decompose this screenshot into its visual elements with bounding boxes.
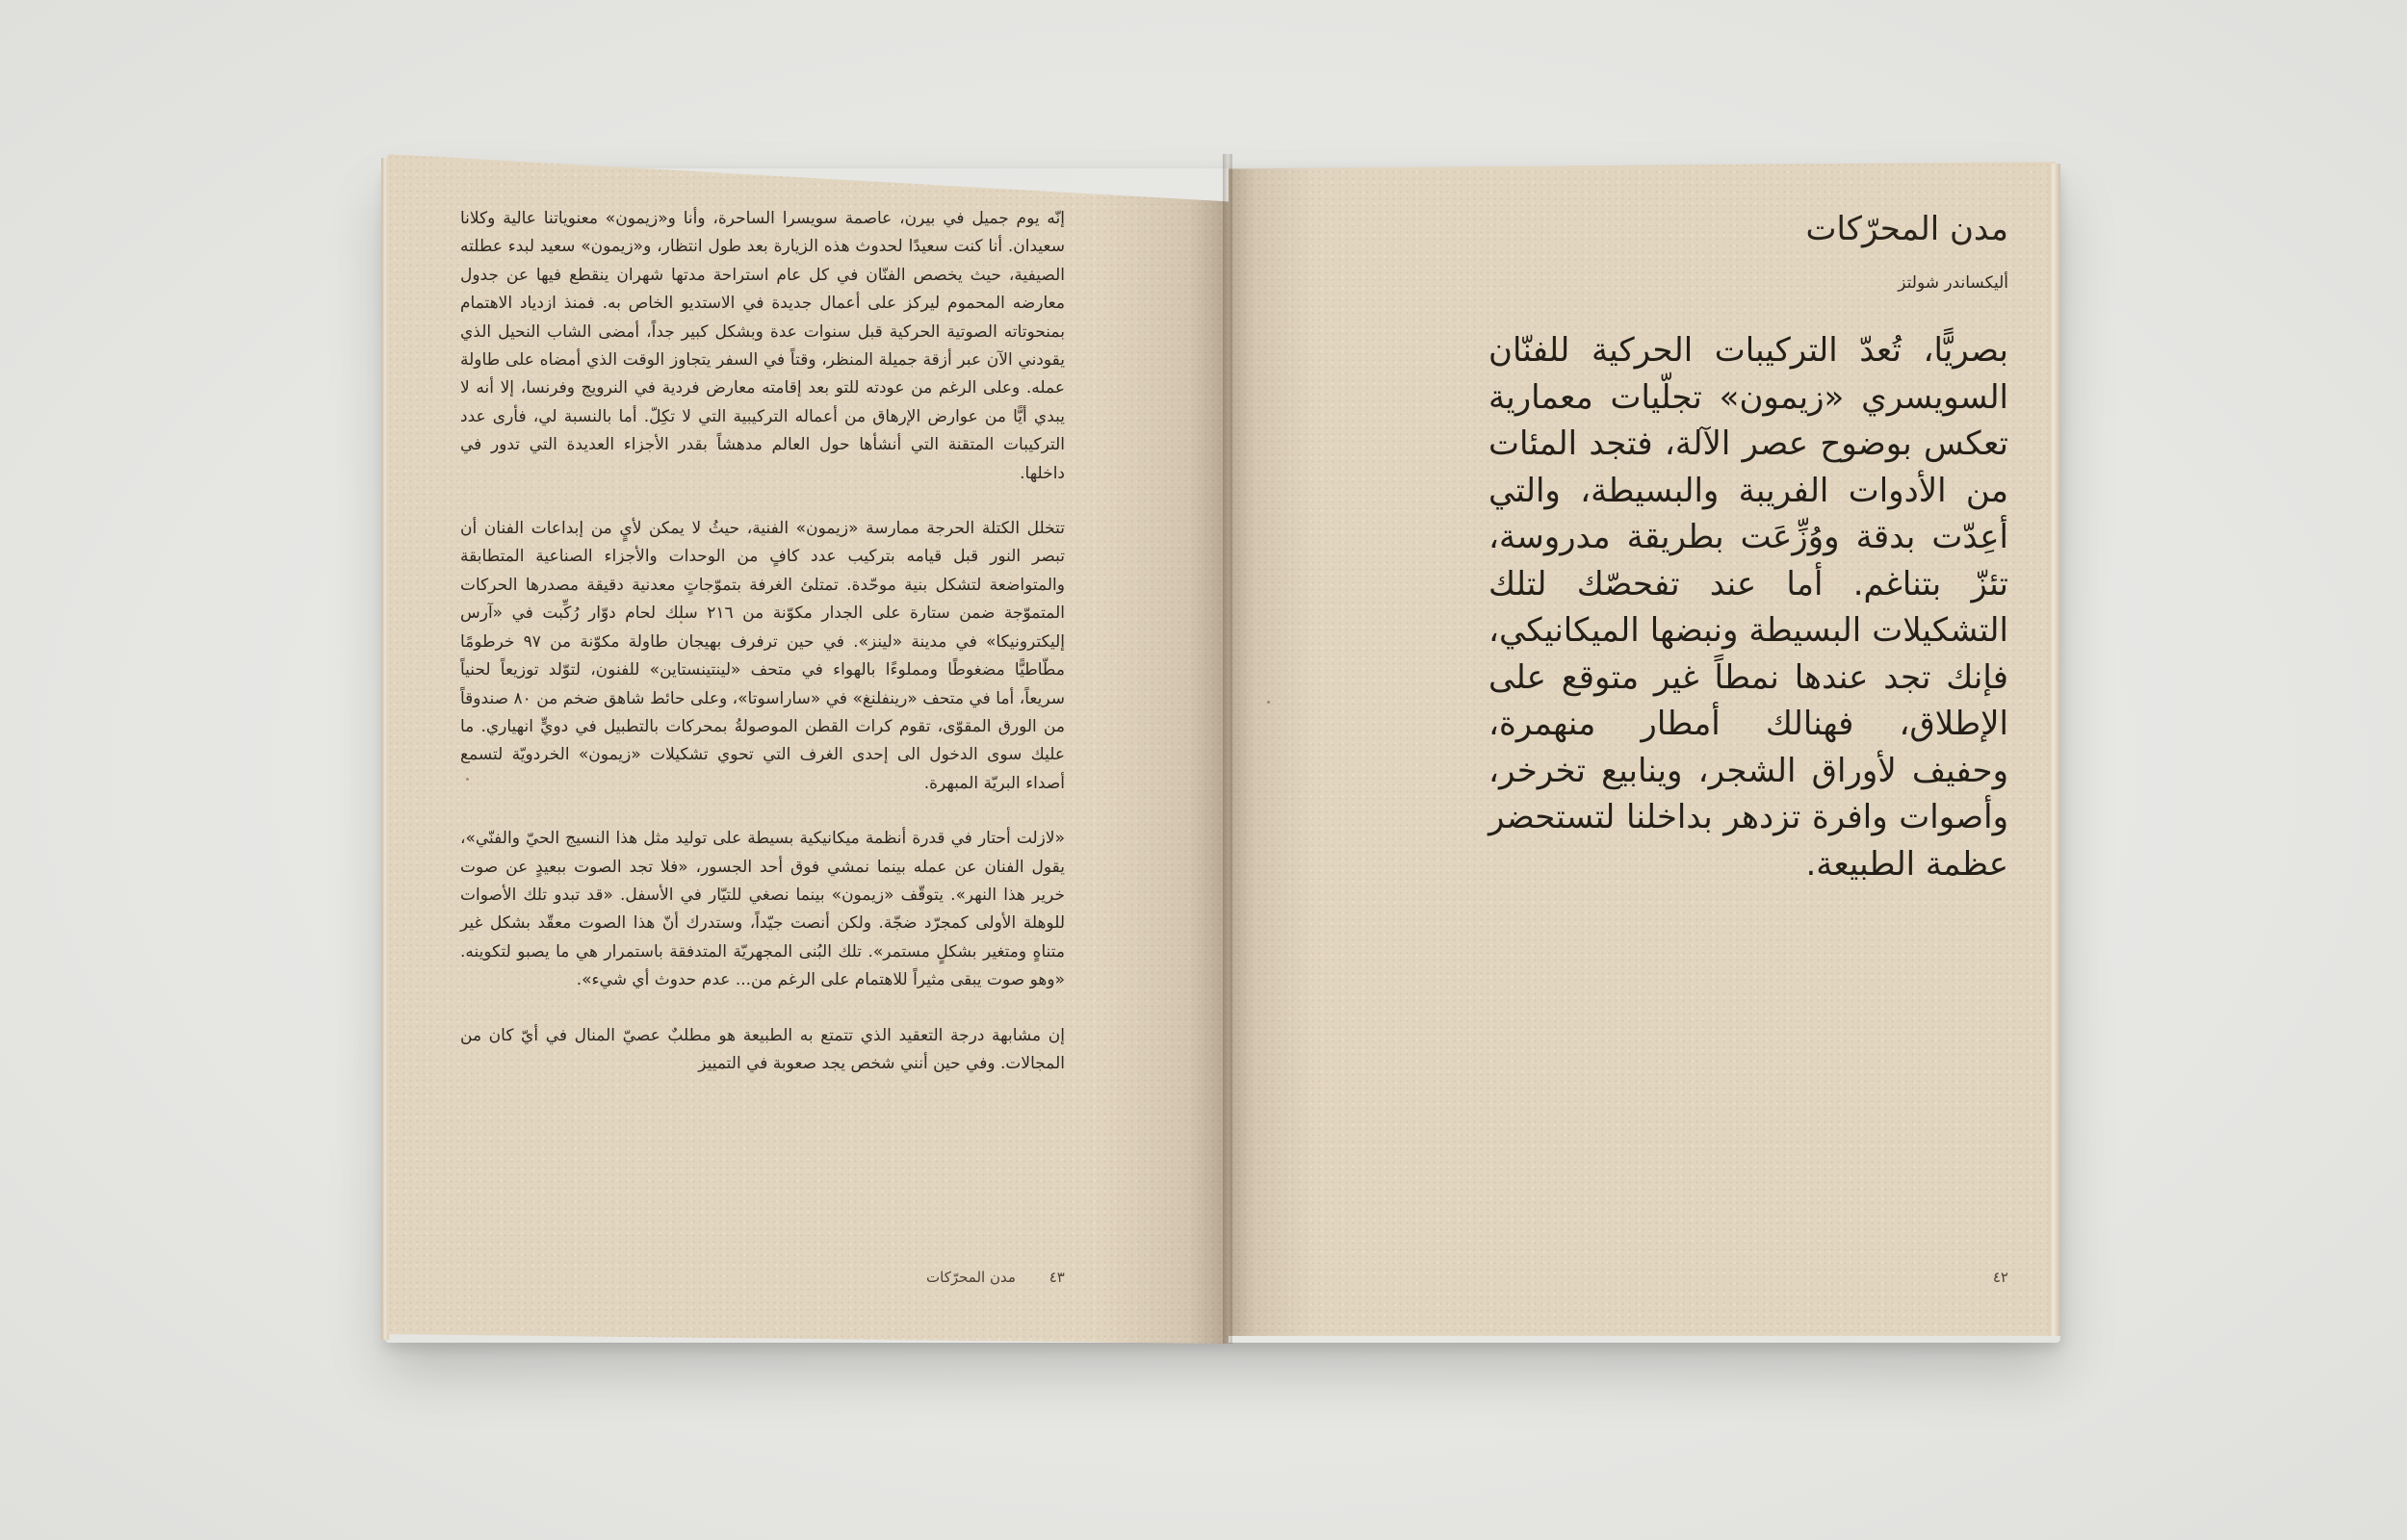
article-title: مدن المحرّكات: [1805, 210, 2008, 248]
article-author: أليكساندر شولتز: [1898, 273, 2008, 293]
paper-speck: [1267, 701, 1270, 704]
body-paragraph-3: «لازلت أحتار في قدرة أنظمة ميكانيكية بسيطة على توليد مثل هذا النسيج الحيّ والفنّي»، يقول الفنان عن عمله بينما نمشي فوق أحد الجسور، «فلا تجد الصوت ببعيدٍ عن صوت خرير هذا النهر». يتوقّف «زيمون» بينما نصغي للتيّار في الأسفل. «قد تبدو تلك الأصوات للوهلة الأولى كمجرّد ضجّة. ولكن أنصت جيّداً، وستدرك أنّ هذا الصوت معقّد بشكل غير متناهٍ ومتغير بشكلٍ مستمر». تلك البُنى المجهريّة المتدفقة باستمرار هي ما يصبو لتكوينه. «وهو صوت يبقى مثيراً للاهتمام على الرغم من... عدم حدوث أي شيء».: [460, 829, 1065, 990]
running-title: مدن المحرّكات: [926, 1269, 1016, 1286]
left-page-footer: [926, 1269, 1065, 1286]
lead-paragraph: بصريًّا، تُعدّ التركيبات الحركية للفنّان السويسري «زيمون» تجلّيات معمارية تعكس بوضوح عصر الآلة، فتجد المئات من الأدوات الفريبة والبسيطة، والتي أعِدّت بدقة ووُزِّعَت بطريقة مدروسة، تئزّ بتناغم. أما عند تفحصّك لتلك التشكيلات البسيطة ونبضها الميكانيكي، فإنك تجد عندها نمطاً غير متوقع على الإطلاق، فهنالك أمطار منهمرة، وحفيف لأوراق الشجر، وينابيع تخرخر، وأصوات وافرة تزدهر بداخلنا لتستحضر عظمة الطبيعة.: [1488, 331, 2008, 884]
left-page-body: [460, 205, 1065, 1105]
right-page-number: ٤٢: [1992, 1269, 2008, 1286]
left-page-number: ٤٣: [1048, 1269, 1065, 1286]
body-paragraph-2: تتخلل الكتلة الحرجة ممارسة «زيمون» الفنية، حيثُ لا يمكن لأيٍ من إبداعات الفنان أن تبصر النور قبل قيامه بتركيب عدد كافٍ من الوحدات والأجزاء الصناعية المتطابقة والمتواضعة لتشكل بنية موحّدة. تمتلئ الغرفة بتموّجاتٍ معدنية دقيقة مصدرها الحركات المتموّجة ضمن ستارة على الجدار مكوّنة من ٢١٦ سلك لحام دوّار رُكِّبت في «آرس إليكترونيكا» في مدينة «لينز». في حين ترفرف بهيجان طاولة مكوّنة من ٩٧ خرطومًا مطّاطيًّا مضغوطًا ومملوءًا بالهواء في متحف «لينتينستاين» للفنون، لتوّلد توزيعاً لحنياً سريعاً، أما في متحف «رينفلنغ» في «ساراسوتا»، وعلى حائط شاهق ضخم من ٨٠ صندوقاً من الورق المقوّى، تقوم كرات القطن الموصولةُ بمحركات بالتطبيل في دويٍّ انهياري. ما عليك سوى الدخول الى إحدى الغرف التي تحوي تشكيلات «زيمون» الخردويّة لتسمع أصداء البريّة المبهرة.: [460, 519, 1066, 793]
body-paragraph-1: إنّه يوم جميل في بيرن، عاصمة سويسرا الساحرة، وأنا و«زيمون» معنوياتنا عالية وكلانا سعيدان. أنا كنت سعيدًا لحدوث هذه الزيارة بعد طول انتظار، و«زيمون» سعيد لبدء عطلته الصيفية، حيث يخصص الفنّان في كل عام استراحة مدتها شهران ينقطع فيها عن جدول معارضه المحموم ليركز على أعمال جديدة في الاستديو الخاص به. فمنذ ازدياد الاهتمام بمنحوتاته الصوتية الحركية قبل سنوات عدة وبشكل كبير جداً، أمضى الشاب النحيل الذي يقودني الآن عبر أزقة جميلة المنظر، وقتاً في السفر يتجاوز الوقت الذي أمضاه على طاولة عمله. وعلى الرغم من عودته للتو بعد إقامته معارض فردية في النرويج وفرنسا، إلا أنه لا يبدي أيًّا من عوارض الإرهاق من أعماله التركيبية التي لا تكِلّ. أما بالنسبة لي، فأرى عدد التركيبات المتقنة التي أنشأها حول العالم مدهشاً بقدر الأجزاء العديدة التي تدور في داخلها.: [460, 209, 1065, 483]
right-page-edge: [2049, 164, 2060, 1336]
book-spine: [1223, 154, 1232, 1344]
body-paragraph-4: إن مشابهة درجة التعقيد الذي تتمتع به الطبيعة هو مطلبٌ عصيّ المنال في أيّ كان من المجالات. وفي حين أنني شخص يجد صعوبة في التمييز: [460, 1025, 1065, 1073]
